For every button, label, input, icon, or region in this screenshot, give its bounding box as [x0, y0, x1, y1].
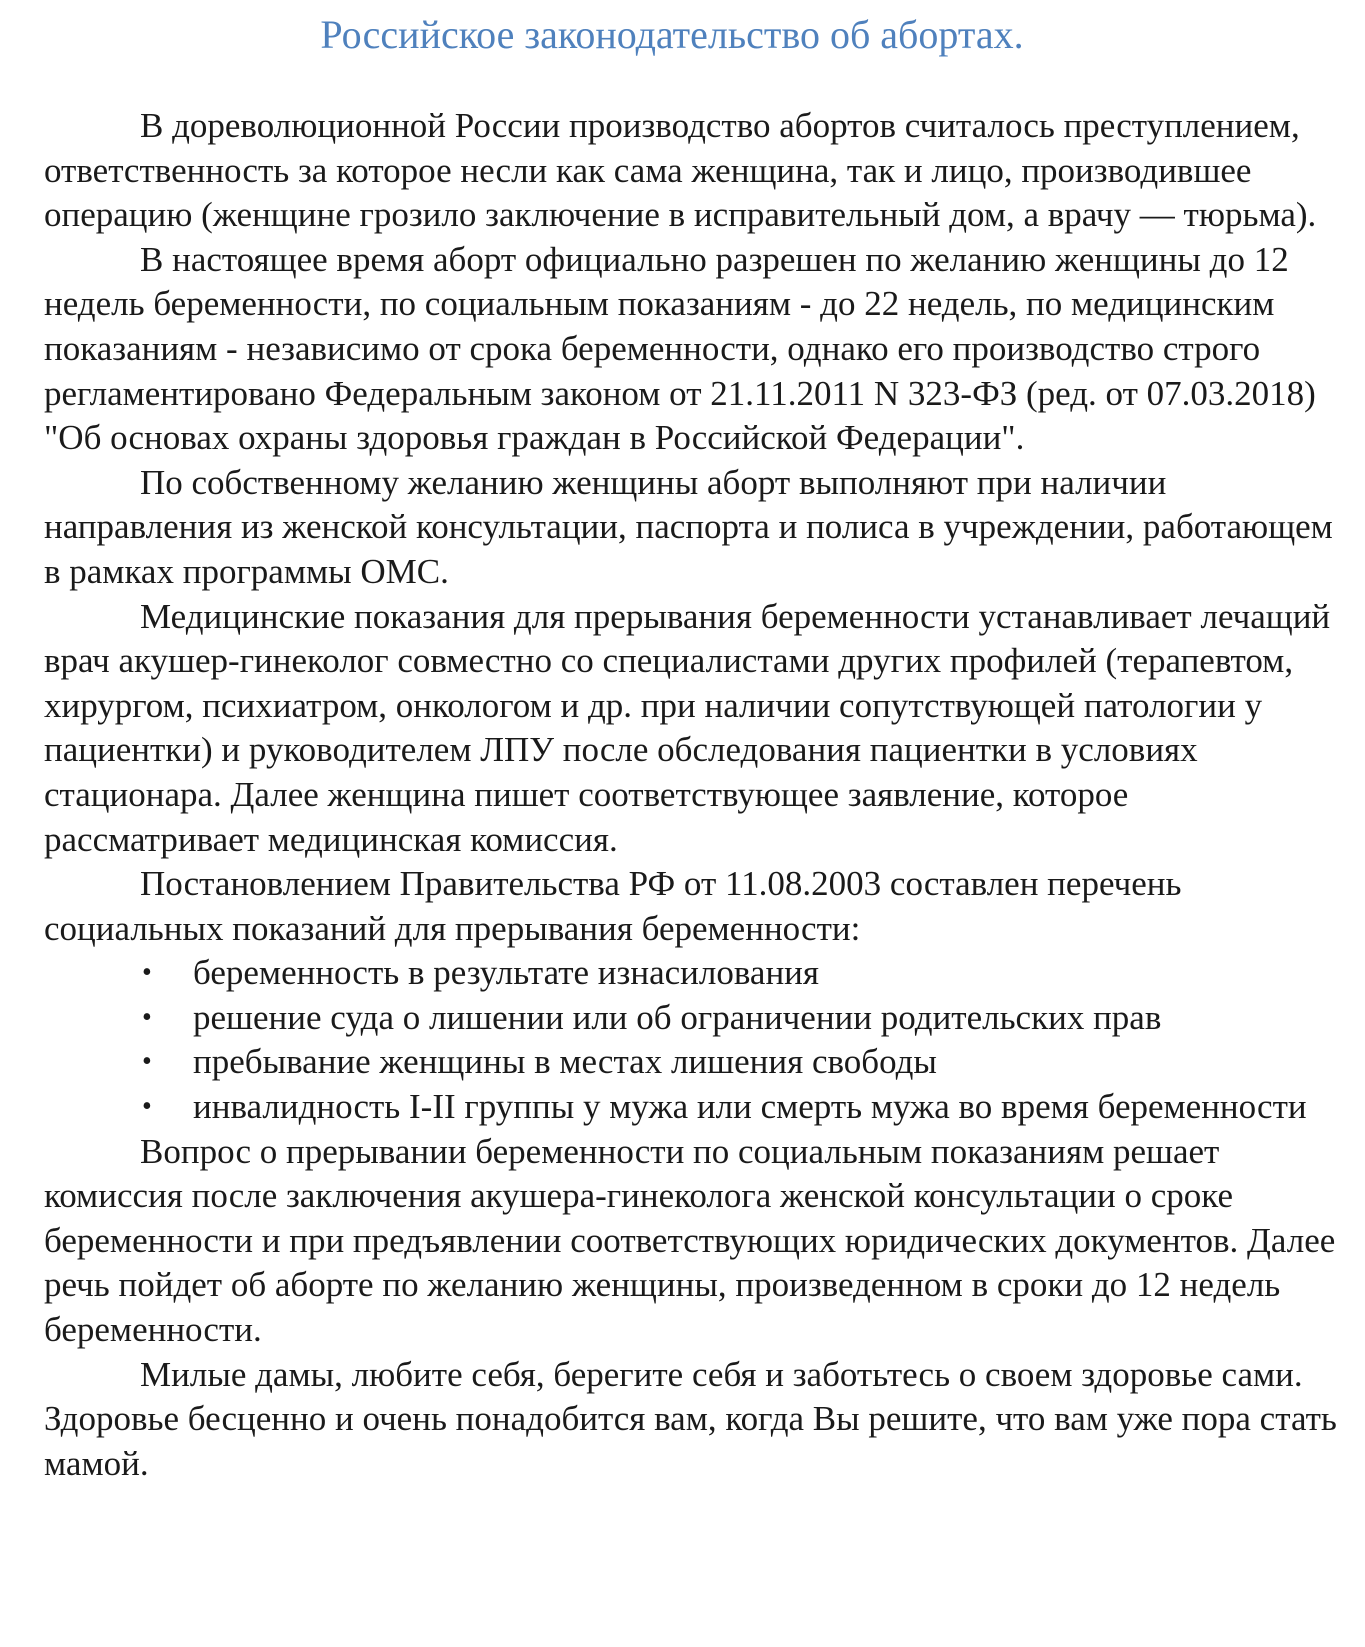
list-item-text: пребывание женщины в местах лишения свободы	[193, 1042, 937, 1082]
paragraph-on-request: По собственному желанию женщины аборт выполняют при наличии направления из женской консультации, паспорта и полиса в учреждении, работающем в рамках программы ОМС.	[44, 462, 1333, 591]
paragraph-prerevolution: В дореволюционной России производство абортов считалось преступлением, ответственность за которое несли как сама женщина, так и лицо, производившее операцию (женщине грозило заключение в исправительный дом, а врачу — тюрьма).	[44, 106, 1317, 235]
list-item	[44, 996, 1344, 1041]
page-title: Российское законодательство об абортах.	[320, 12, 1024, 57]
document-page	[44, 0, 1344, 1486]
paragraph-current-law: В настоящее время аборт официально разрешен по желанию женщины до 12 недель беременности, по социальным показаниям - до 22 недель, по медицинским показаниям - независимо от срока беременности, однако его производство строго регламентировано Федеральным законом от 21.11.2011 N 323-ФЗ (ред. от 07.03.2018) "Об основах охраны здоровья граждан в Российской Федерации".	[44, 239, 1316, 458]
list-item	[44, 1040, 1344, 1085]
list-item-text: решение суда о лишении или об ограничении родительских прав	[193, 997, 1162, 1037]
bullet-icon: •	[142, 1046, 152, 1078]
paragraph-closing-appeal: Милые дамы, любите себя, берегите себя и заботьтесь о своем здоровье сами. Здоровье бесценно и очень понадобится вам, когда Вы решите, что вам уже пора стать мамой.	[44, 1354, 1337, 1483]
bullet-icon: •	[142, 1091, 152, 1123]
paragraph-social-indications-intro: Постановлением Правительства РФ от 11.08.2003 составлен перечень социальных показаний для прерывания беременности:	[44, 864, 1182, 948]
social-indications-list	[44, 951, 1344, 1129]
list-item	[44, 1085, 1344, 1130]
paragraph-commission: Вопрос о прерывании беременности по социальным показаниям решает комиссия после заключения акушера-гинеколога женской консультации о сроке беременности и при предъявлении соответствующих юридических документов. Далее речь пойдет об аборте по желанию женщины, произведенном в сроки до 12 недель беременности.	[44, 1131, 1336, 1350]
list-item-text: инвалидность I-II группы у мужа или смерть мужа во время беременности	[193, 1087, 1307, 1127]
bullet-icon: •	[142, 957, 152, 989]
document-body	[44, 104, 1344, 1486]
paragraph-medical-indications: Медицинские показания для прерывания беременности устанавливает лечащий врач акушер-гинеколог совместно со специалистами других профилей (терапевтом, хирургом, психиатром, онкологом и др. при наличии сопутствующей патологии у пациентки) и руководителем ЛПУ после обследования пациентки в условиях стационара. Далее женщина пишет соответствующее заявление, которое рассматривает медицинская комиссия.	[44, 596, 1331, 859]
bullet-icon: •	[142, 1001, 152, 1033]
list-item-text: беременность в результате изнасилования	[193, 953, 820, 993]
list-item	[44, 951, 1344, 996]
